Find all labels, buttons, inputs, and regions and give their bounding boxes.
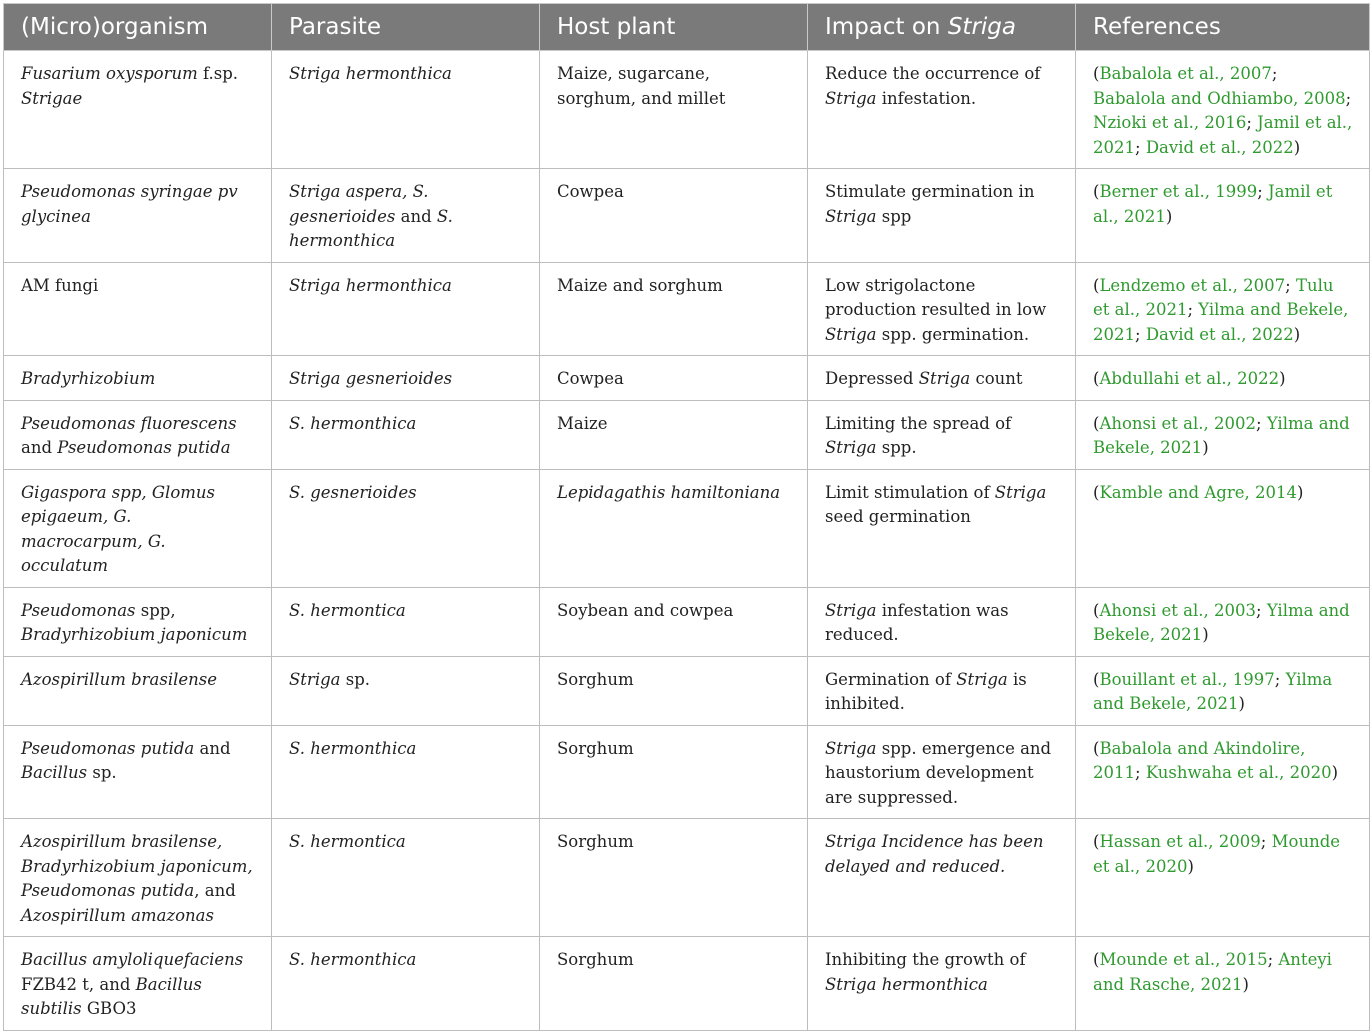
ref-separator: ; (1135, 137, 1146, 157)
organism-text: spp, (135, 600, 176, 620)
impact-text: spp. germination. (876, 324, 1030, 344)
reference-link[interactable]: Babalola and Akindolire, 2011 (1093, 738, 1306, 782)
cell-parasite (272, 819, 540, 937)
organism-text: and (21, 438, 58, 457)
cell-references (1076, 937, 1370, 1031)
parasite-text: S. hermontica (289, 600, 406, 620)
parasite-text: S. hermonthica (289, 413, 417, 433)
parasite-text: and (395, 206, 437, 226)
header-impact (808, 4, 1076, 51)
impact-text: Striga (825, 600, 877, 620)
reference-link[interactable]: Mounde et al., 2015 (1099, 950, 1268, 969)
header-impact-text: Impact on (825, 13, 948, 40)
organism-text: Azospirillum amazonas (21, 905, 214, 925)
impact-text: spp (876, 206, 912, 226)
cell-impact (808, 819, 1076, 937)
data-table (3, 3, 1370, 1031)
ref-close-paren: ) (1293, 137, 1301, 157)
reference-link[interactable]: Jamil et al., 2021 (1093, 182, 1333, 226)
impact-text: Striga (825, 438, 877, 457)
organism-text: Bradyrhizobium japonicum (21, 625, 248, 644)
table-row (4, 819, 1370, 937)
reference-link[interactable]: Lendzemo et al., 2007 (1099, 275, 1286, 295)
impact-text: Reduce the occurrence of (825, 64, 1041, 83)
reference-link[interactable]: Jamil et al., 2021 (1093, 113, 1353, 157)
ref-open-paren: ( (1093, 482, 1100, 502)
impact-text: Striga (994, 482, 1047, 502)
host-text: Cowpea (557, 369, 624, 388)
cell-references (1076, 819, 1370, 937)
table-row (4, 51, 1370, 169)
parasite-text: Striga gesnerioides (289, 369, 453, 388)
header-host-plant: Host plant (540, 4, 808, 51)
cell-host (540, 819, 808, 937)
ref-open-paren: ( (1093, 64, 1100, 83)
host-text: Cowpea (557, 182, 624, 201)
ref-close-paren: ) (1242, 974, 1249, 994)
cell-host (540, 725, 808, 819)
table-row (4, 937, 1370, 1031)
parasite-text: S. hermonthica (289, 738, 417, 758)
ref-open-paren: ( (1093, 369, 1100, 388)
impact-text: Striga (918, 369, 971, 388)
reference-link[interactable]: Ahonsi et al., 2002 (1099, 413, 1257, 433)
impact-text: Striga (956, 669, 1008, 689)
host-text: Sorghum (557, 950, 634, 969)
cell-host (540, 469, 808, 587)
cell-host (540, 51, 808, 169)
parasite-text: S. hermonthica (289, 950, 417, 969)
cell-parasite (272, 937, 540, 1031)
header-impact-italic: Striga (947, 13, 1016, 40)
reference-link[interactable]: Mounde et al., 2020 (1093, 832, 1341, 876)
cell-impact (808, 169, 1076, 263)
ref-separator: ; (1187, 300, 1199, 319)
reference-link[interactable]: Tulu et al., 2021 (1093, 275, 1334, 319)
cell-references (1076, 587, 1370, 656)
host-text: Sorghum (557, 832, 634, 851)
cell-organism (4, 725, 272, 819)
ref-separator: ; (1257, 182, 1269, 201)
ref-separator: ; (1271, 64, 1278, 83)
cell-host (540, 262, 808, 356)
ref-separator: ; (1267, 950, 1279, 969)
organism-text: f.sp. (197, 64, 239, 83)
cell-references (1076, 356, 1370, 401)
cell-parasite (272, 51, 540, 169)
table-row (4, 656, 1370, 725)
reference-link[interactable]: Yilma and Bekele, 2021 (1093, 600, 1350, 644)
organism-text: Azospirillum brasilense, Bradyrhizobium japonicum, Pseudomonas putida (21, 832, 253, 900)
ref-close-paren: ) (1165, 206, 1173, 226)
ref-separator: ; (1135, 324, 1146, 344)
impact-text: Stimulate germination in (825, 182, 1035, 201)
cell-organism (4, 656, 272, 725)
impact-text: Inhibiting the growth of (825, 950, 1026, 969)
impact-text: is inhibited. (825, 669, 1027, 713)
cell-organism (4, 262, 272, 356)
cell-references (1076, 51, 1370, 169)
impact-text: Depressed (825, 369, 919, 388)
organism-text: Bacillus subtilis (21, 974, 202, 1018)
cell-host (540, 356, 808, 401)
cell-impact (808, 725, 1076, 819)
organism-text: and (194, 738, 231, 758)
cell-references (1076, 469, 1370, 587)
cell-impact (808, 469, 1076, 587)
cell-references (1076, 262, 1370, 356)
impact-text: seed germination (825, 507, 971, 526)
table-row (4, 400, 1370, 469)
parasite-text: Striga hermonthica (289, 275, 452, 295)
table-row (4, 587, 1370, 656)
impact-text: Striga (825, 738, 877, 758)
impact-text: Limit stimulation of (825, 482, 995, 502)
cell-organism (4, 587, 272, 656)
organism-text: Pseudomonas putida (21, 738, 195, 758)
impact-text: Low strigolactone production resulted in low (825, 275, 1047, 319)
ref-open-paren: ( (1093, 950, 1100, 969)
impact-text: spp. (876, 438, 917, 457)
ref-separator: ; (1285, 275, 1296, 295)
reference-link[interactable]: Kamble and Agre, 2014 (1099, 482, 1297, 502)
cell-references (1076, 400, 1370, 469)
cell-references (1076, 169, 1370, 263)
cell-organism (4, 819, 272, 937)
header-references: References (1076, 4, 1370, 51)
cell-impact (808, 937, 1076, 1031)
ref-separator: ; (1135, 763, 1146, 782)
impact-text: infestation. (876, 88, 977, 108)
cell-parasite (272, 169, 540, 263)
cell-organism (4, 169, 272, 263)
host-text: Sorghum (557, 738, 634, 758)
cell-impact (808, 587, 1076, 656)
cell-organism (4, 400, 272, 469)
cell-impact (808, 51, 1076, 169)
parasite-text: S. hermontica (289, 832, 406, 851)
impact-text: Striga (825, 88, 877, 108)
parasite-text: Striga aspera, S. gesnerioides (289, 182, 429, 226)
cell-organism (4, 356, 272, 401)
impact-text: infestation was reduced. (825, 600, 1009, 644)
organism-text: Bacillus amyloliquefaciens (21, 950, 244, 969)
organism-text: Strigae (21, 88, 83, 108)
reference-link[interactable]: Yilma and Bekele, 2021 (1093, 413, 1350, 457)
reference-link[interactable]: Babalola et al., 2007 (1099, 64, 1272, 83)
ref-close-paren: ) (1187, 856, 1194, 876)
cell-parasite (272, 469, 540, 587)
table-row (4, 262, 1370, 356)
cell-organism (4, 937, 272, 1031)
cell-parasite (272, 356, 540, 401)
parasite-text: sp. (340, 669, 371, 689)
table-row (4, 725, 1370, 819)
reference-link[interactable]: Hassan et al., 2009 (1099, 832, 1261, 851)
ref-close-paren: ) (1202, 438, 1209, 457)
table-row (4, 169, 1370, 263)
cell-host (540, 587, 808, 656)
ref-close-paren: ) (1279, 369, 1286, 388)
cell-references (1076, 725, 1370, 819)
cell-impact (808, 356, 1076, 401)
ref-close-paren: ) (1238, 694, 1245, 713)
cell-host (540, 656, 808, 725)
reference-link[interactable]: Kushwaha et al., 2020 (1145, 763, 1332, 782)
ref-separator: ; (1274, 669, 1286, 689)
header-parasite: Parasite (272, 4, 540, 51)
impact-text: Striga Incidence has been delayed and reduced. (825, 832, 1044, 876)
ref-close-paren: ) (1331, 763, 1339, 782)
ref-close-paren: ) (1296, 482, 1304, 502)
cell-host (540, 169, 808, 263)
organism-text: Pseudomonas syringae pv glycinea (21, 182, 238, 226)
ref-open-paren: ( (1093, 738, 1100, 758)
organism-text: Pseudomonas putida (57, 438, 231, 457)
organism-text: Azospirillum brasilense (21, 669, 218, 689)
host-text: Maize, sugarcane, sorghum, and millet (557, 64, 726, 108)
ref-close-paren: ) (1202, 625, 1209, 644)
cell-organism (4, 469, 272, 587)
cell-host (540, 400, 808, 469)
host-text: Lepidagathis hamiltoniana (557, 482, 781, 502)
reference-link[interactable]: Anteyi and Rasche, 2021 (1093, 950, 1332, 994)
ref-separator: ; (1256, 600, 1267, 620)
organism-text: Pseudomonas fluorescens (21, 413, 237, 433)
organism-text: sp. (87, 763, 117, 782)
parasite-text: Striga hermonthica (289, 64, 452, 83)
header-organism: (Micro)organism (4, 4, 272, 51)
cell-references (1076, 656, 1370, 725)
impact-text: Striga (825, 324, 877, 344)
impact-text: Limiting the spread of (825, 413, 1012, 433)
reference-link[interactable]: Abdullahi et al., 2022 (1099, 369, 1280, 388)
organism-text: Pseudomonas (21, 600, 136, 620)
host-text: Sorghum (557, 669, 634, 689)
table-body (4, 51, 1370, 1031)
cell-impact (808, 656, 1076, 725)
reference-link[interactable]: Bouillant et al., 1997 (1099, 669, 1275, 689)
organism-text: Bradyrhizobium (21, 369, 156, 388)
ref-separator: ; (1345, 88, 1352, 108)
ref-separator: ; (1260, 832, 1272, 851)
impact-text: count (970, 369, 1023, 388)
cell-parasite (272, 262, 540, 356)
host-text: Maize (557, 413, 608, 433)
host-text: Maize and sorghum (557, 275, 723, 295)
ref-open-paren: ( (1093, 600, 1100, 620)
impact-text: Germination of (825, 669, 957, 689)
table-row (4, 356, 1370, 401)
impact-text: Striga hermonthica (825, 974, 988, 994)
host-text: Soybean and cowpea (557, 600, 734, 620)
parasite-text: S. gesnerioides (289, 482, 417, 502)
reference-link[interactable]: Berner et al., 1999 (1099, 182, 1258, 201)
cell-parasite (272, 587, 540, 656)
ref-open-paren: ( (1093, 275, 1100, 295)
reference-link[interactable]: Babalola and Odhiambo, 2008 (1093, 88, 1346, 108)
ref-close-paren: ) (1293, 324, 1301, 344)
reference-link[interactable]: David et al., 2022 (1145, 324, 1294, 344)
ref-open-paren: ( (1093, 669, 1100, 689)
ref-separator: ; (1246, 113, 1258, 132)
parasite-text: Striga (289, 669, 341, 689)
table-row (4, 469, 1370, 587)
ref-open-paren: ( (1093, 182, 1100, 201)
organism-text: Bacillus (21, 763, 88, 782)
cell-impact (808, 262, 1076, 356)
organism-text: GBO3 (81, 999, 137, 1018)
cell-organism (4, 51, 272, 169)
organism-text: AM fungi (21, 275, 99, 295)
reference-link[interactable]: Nzioki et al., 2016 (1093, 113, 1247, 132)
reference-link[interactable]: Ahonsi et al., 2003 (1099, 600, 1257, 620)
organism-text: , and (194, 881, 236, 900)
cell-parasite (272, 400, 540, 469)
reference-link[interactable]: Yilma and Bekele, 2021 (1093, 300, 1349, 344)
impact-text: spp. emergence and haustorium development are suppressed. (825, 738, 1052, 807)
parasite-text: S. hermonthica (289, 206, 453, 250)
impact-text: Striga (825, 206, 877, 226)
reference-link[interactable]: David et al., 2022 (1145, 137, 1294, 157)
ref-open-paren: ( (1093, 413, 1100, 433)
organism-text: Gigaspora spp, Glomus epigaeum, G. macrocarpum, G. occulatum (21, 482, 216, 575)
ref-separator: ; (1256, 413, 1267, 433)
cell-parasite (272, 656, 540, 725)
ref-open-paren: ( (1093, 832, 1100, 851)
organism-text: Fusarium oxysporum (21, 64, 198, 83)
organism-text: FZB42 t, and (21, 974, 136, 994)
header-row (4, 4, 1370, 51)
cell-impact (808, 400, 1076, 469)
cell-parasite (272, 725, 540, 819)
reference-link[interactable]: Yilma and Bekele, 2021 (1093, 669, 1333, 713)
cell-host (540, 937, 808, 1031)
